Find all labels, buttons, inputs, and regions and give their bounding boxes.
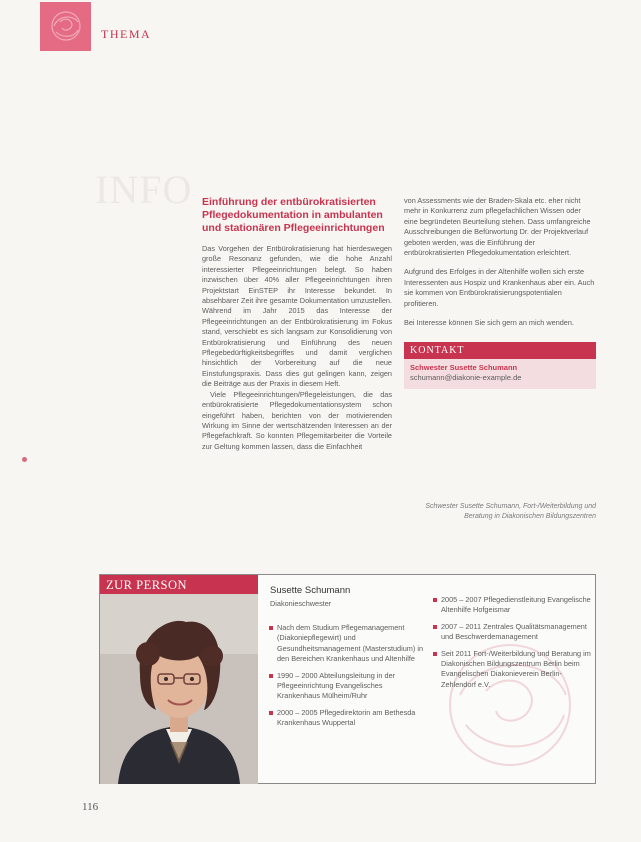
rose-icon <box>40 2 91 51</box>
author-caption: Schwester Susette Schumann, Fort-/Weiterbildung und Beratung in Diakonischen Bildungszentren <box>425 503 596 520</box>
cv-item: 2005 – 2007 Pflegedienstleitung Evangelische Altenhilfe Hofgeismar <box>432 595 592 616</box>
cv-list-right <box>432 595 592 696</box>
watermark: INFO <box>95 167 193 212</box>
cv-item: 2000 – 2005 Pflegedirektorin am Bethesda Krankenhaus Wuppertal <box>268 708 426 729</box>
contact-box <box>404 359 596 389</box>
cv-item: Seit 2011 Fort-/Weiterbildung und Beratung im Diakonischen Bildungszentrum Berlin beim Evangelischen Diakonieverein Berlin-Zehlendorf e.V. <box>432 649 592 691</box>
cv-item: Nach dem Studium Pflegemanagement (Diakoniepflegewirt) und Gesundheitsmanagement (Masterstudium) in den Bereichen Krankenhaus und Altenhilfe <box>268 623 426 665</box>
section-label: THEMA <box>101 27 152 41</box>
article-headline: Einführung der entbürokratisierten Pflegedokumentation in ambulanten und stationären Pflegeeinrichtungen <box>202 196 385 234</box>
cv-item: 2007 – 2011 Zentrales Qualitätsmanagement und Beschwerdemanagement <box>432 622 592 643</box>
contact-name: Schwester Susette Schumann <box>410 363 518 373</box>
article-right-column <box>404 196 596 389</box>
article-paragraph: von Assessments wie der Braden-Skala etc. eher nicht mehr in Konkurrenz zum pflegefachlichen Wissen oder eine begründeten Beurteilung stehen. Dass umfangreiche Ausschreibungen die Befürwortung Dr. der Projektverlauf geboten werden, was die Einführung der entbürokratisierten Pflegedokumentation erleichtert. <box>404 196 591 258</box>
cv-list-left <box>268 623 426 735</box>
about-person-box <box>99 574 596 784</box>
portrait-image <box>100 594 258 784</box>
article-paragraph: Viele Pflegeeinrichtungen/Pflegeleistungen, die das entbürokratisierte Pflegedokumentationsystem schon eingeführt haben, berichten von der motivierenden Wirkung im Sinne der wertschätzenden Interessen an der Pflegefachkraft. So konnten Pflegemitarbeiter die Vorteile zur Geltung kommen lassen, dass die Einfachheit <box>202 389 392 451</box>
person-role: Diakonieschwester <box>270 599 332 608</box>
article-paragraph: Aufgrund des Erfolges in der Altenhilfe wollen sich erste Interessenten aus Hospiz und Krankenhaus aber ein. Auch sie kommen von Entbürokratisierungspotentialen profitieren. <box>404 267 595 308</box>
person-name: Susette Schumann <box>270 585 351 596</box>
decorative-dot <box>22 457 27 462</box>
cv-item: 1990 – 2000 Abteilungsleitung in der Pflegeeinrichtung Evangelisches Krankenhaus Mülheim/Ruhr <box>268 671 426 702</box>
page-number: 116 <box>82 801 99 813</box>
article-paragraph: Bei Interesse können Sie sich gern an mich wenden. <box>404 318 574 328</box>
about-person-heading: ZUR PERSON <box>100 575 258 594</box>
rose-badge <box>40 2 91 51</box>
portrait-photo <box>100 594 258 784</box>
article-left-column <box>202 196 392 452</box>
contact-email[interactable]: schumann@diakonie-example.de <box>410 373 522 383</box>
contact-heading: KONTAKT <box>404 342 596 359</box>
article-paragraph: Das Vorgehen der Entbürokratisierung hat hierdeswegen große Resonanz gefunden, wie die hohe Anzahl interessierter Pflegeeinrichtungen belegt. So haben inzwischen über 40% aller Pflegeeinrichtungen ihren Projektstart EinSTEP ihr Interesse bekundet. In absehbarer Zeit ihre gesamte Dokumentation umzustellen. Während im Jahr 2015 das Interesse der Pflegeeinrichtungen an der Entbürokratisierung im Fokus stand, verschiebt es sich langsam zur Konsolidierung von Entbürokratisierung und Einführung des neuen Pflegebedürftigkeitsbegriffes und damit verglichen hinsichtlich der Vorbereitung auf die neue Einstufungspraxis. Dass dies gut gelingen kann, zeigen die Beiträge aus der Praxis in diesem Heft. <box>202 244 392 389</box>
